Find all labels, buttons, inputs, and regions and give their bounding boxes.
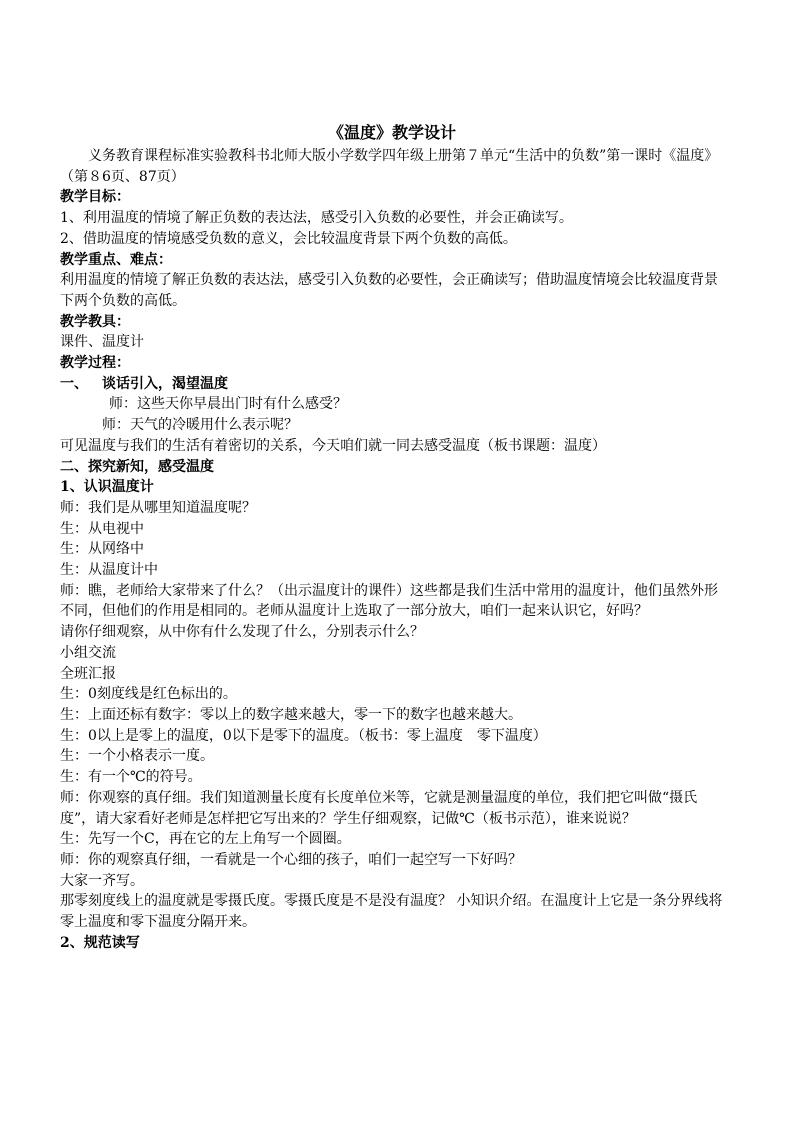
dialogue-line: 生：从温度计中 [60,562,158,579]
subsection-2-heading: 2、规范读写 [60,934,140,951]
section-1-number: 一、 [60,375,88,392]
tools-heading: 教学教具： [60,313,130,330]
dialogue-line: 大家一齐写。 [60,872,144,889]
dialogue-line: 小组交流 [60,644,116,661]
dialogue-line: 师：这些天你早晨出门时有什么感受？ [109,396,347,413]
goal-item: 1、利用温度的情境了解正负数的表达法，感受引入负数的必要性，并会正确读写。 [60,210,573,227]
dialogue-line: 请你仔细观察，从中你有什么发现了什么，分别表示什么？ [60,624,424,641]
key-points-heading: 教学重点、难点： [60,251,172,268]
dialogue-line: 生：0以上是零上的温度，0以下是零下的温度。（板书：零上温度 零下温度） [60,727,547,744]
dialogue-line: 师：天气的冷暖用什么表示呢？ [102,417,298,434]
dialogue-line: 生：先写一个C，再在它的左上角写一个圆圈。 [60,831,351,848]
dialogue-line: 生：上面还标有数字：零以上的数字越来越大，零一下的数字也越来越大。 [60,706,522,723]
dialogue-line: 师：我们是从哪里知道温度呢？ [60,499,256,516]
subsection-1-heading: 1、认识温度计 [60,479,154,496]
dialogue-line: 生：0刻度线是红色标出的。 [60,686,237,703]
document-title: 《温度》教学设计 [327,123,456,142]
goal-item: 2、借助温度的情境感受负数的意义，会比较温度背景下两个负数的高低。 [60,230,517,247]
dialogue-line: 生：有一个℃的符号。 [60,769,202,786]
intro-paragraph: 义务教育课程标准实验教科书北师大版小学数学四年级上册第７单元“生活中的负数”第一课时《温度》（第８6页、87页） [60,148,719,185]
dialogue-line: 生：从网络中 [60,541,144,558]
info-paragraph: 那零刻度线上的温度就是零摄氏度。零摄氏度是不是没有温度？ 小知识介绍。在温度计上它是一条分界线将零上温度和零下温度分隔开来。 [60,893,723,931]
section-1-title: 谈话引入，渴望温度 [102,375,228,392]
dialogue-line: 师：你的观察真仔细，一看就是一个心细的孩子，咱们一起空写一下好吗？ [60,851,522,868]
teacher-paragraph: 师：瞧，老师给大家带来了什么？（出示温度计的课件）这些都是我们生活中常用的温度计，他们虽然外形不同，但他们的作用是相同的。老师从温度计上选取了一部分放大，咱们一起来认识它，好吗？ [60,582,718,620]
section-1-heading [60,374,724,395]
goals-heading: 教学目标： [60,189,130,206]
section-2-heading: 二、探究新知，感受温度 [60,458,214,475]
teacher-paragraph: 师：你观察的真仔细。我们知道测量长度有长度单位米等，它就是测量温度的单位，我们把它叫做“摄氏度”，请大家看好老师是怎样把它写出来的？学生仔细观察，记做℃（板书示范），谁来说说？ [60,789,698,827]
section-1-summary: 可见温度与我们的生活有着密切的关系，今天咱们就一同去感受温度（板书课题：温度） [60,437,606,454]
process-heading: 教学过程： [60,355,130,372]
dialogue-line: 全班汇报 [60,665,116,682]
key-points-text: 利用温度的情境了解正负数的表达法，感受引入负数的必要性，会正确读写；借助温度情境会比较温度背景下两个负数的高低。 [60,272,718,309]
dialogue-line: 生：一个小格表示一度。 [60,748,214,765]
dialogue-line: 生：从电视中 [60,520,144,537]
tools-text: 课件、温度计 [60,334,144,351]
document-page [60,104,724,953]
